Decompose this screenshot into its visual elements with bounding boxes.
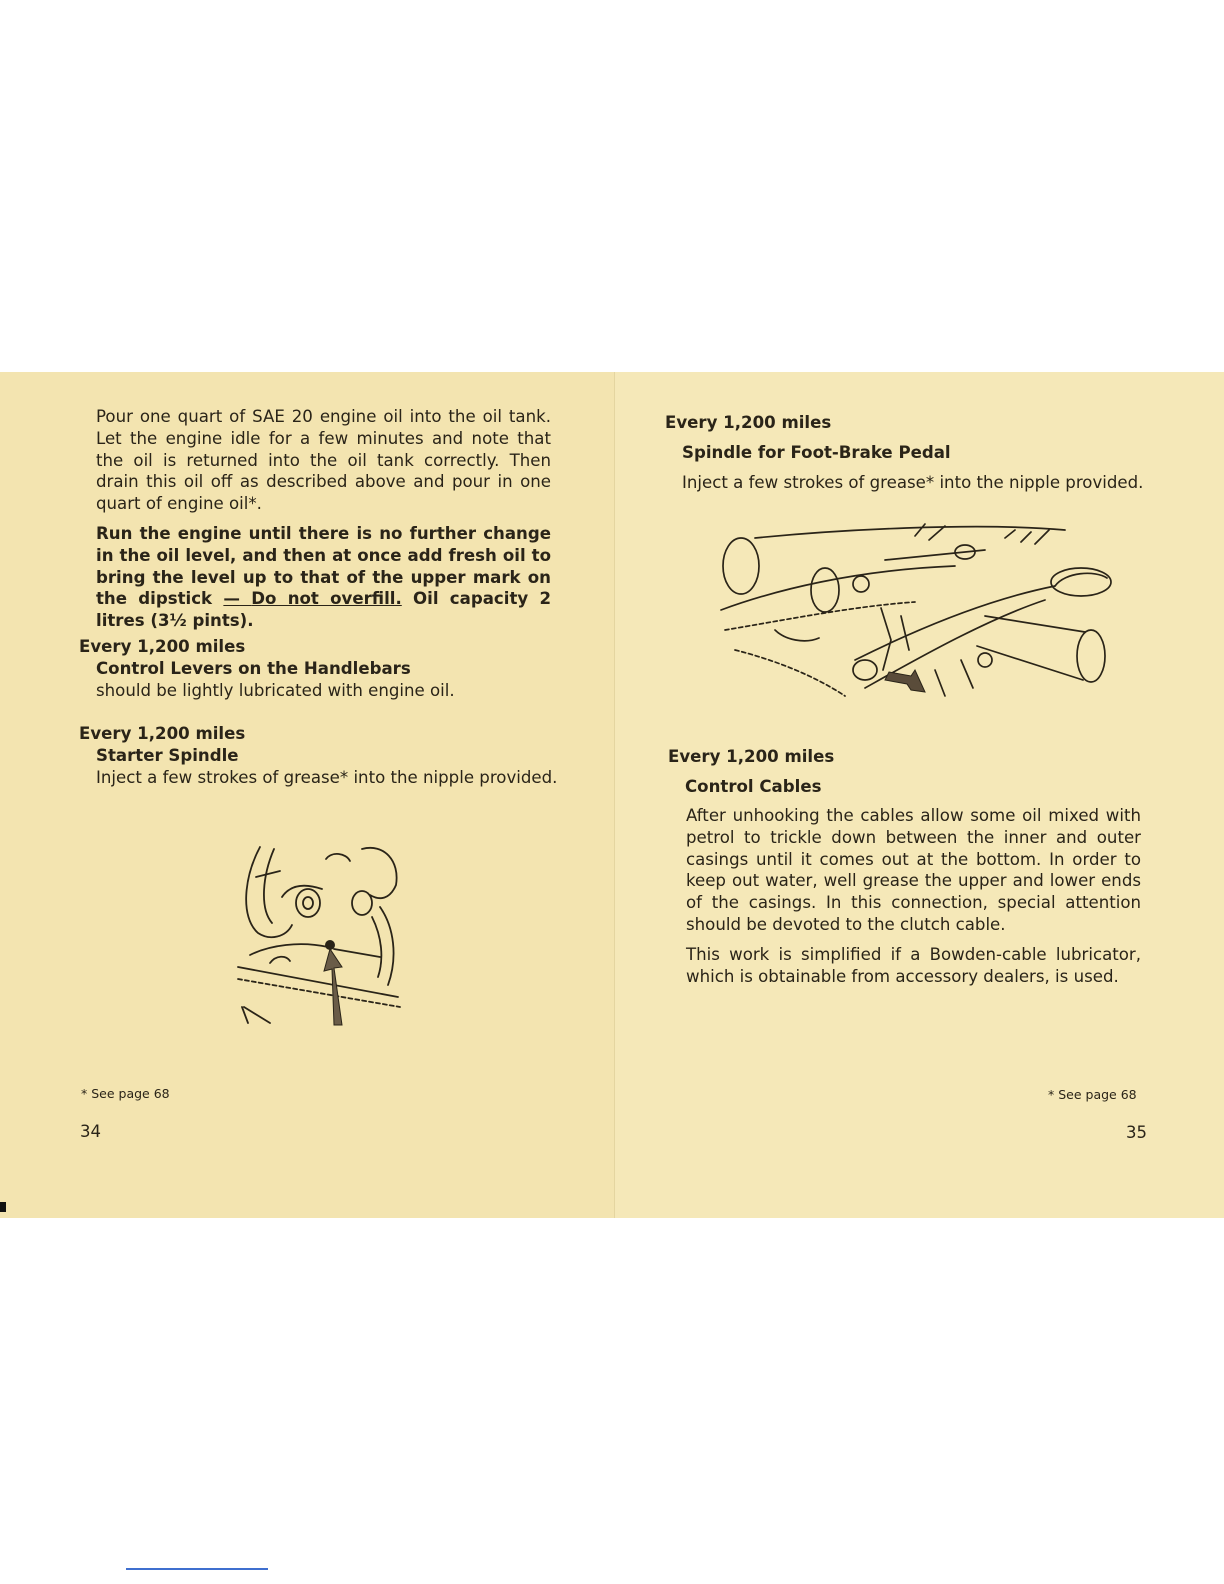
page-number: 34 [80, 1122, 101, 1141]
page-number: 35 [1126, 1123, 1147, 1142]
control-cables-paragraph: After unhooking the cables allow some oil mixed with petrol to trickle down between the inner and outer casings until it comes out at the bottom. In order to keep out water, well grease the upper and lower ends of the casings. In this connection, special attention should be devoted to the clutch cable. [686, 806, 1141, 934]
foot-brake-section [665, 408, 1185, 498]
overfill-warning: Do not overfill. [251, 589, 402, 609]
control-levers-section [79, 636, 559, 702]
interval-heading: Every 1,200 miles [665, 413, 832, 432]
footnote: * See page 68 [1048, 1087, 1137, 1102]
interval-heading: Every 1,200 miles [79, 637, 246, 656]
engine-run-warning [96, 523, 551, 632]
section-text: Inject a few strokes of grease* into the nipple provided. [682, 473, 1144, 492]
bottom-rule [126, 1568, 268, 1570]
oil-change-paragraph: Pour one quart of SAE 20 engine oil into the oil tank. Let the engine idle for a few minutes and note that the oil is returned into the oil tank correctly. Then drain this oil off as described above and pour in one quart of engine oil*. [96, 407, 551, 514]
interval-heading: Every 1,200 miles [79, 724, 246, 743]
control-cables-section [668, 742, 1208, 802]
warning-dash: — [223, 589, 240, 609]
oil-capacity: Oil capacity 2 litres (3½ pints). [96, 589, 552, 631]
footnote: * See page 68 [81, 1086, 170, 1101]
section-title: Spindle for Foot-Brake Pedal [682, 443, 951, 462]
foot-brake-pedal-illustration [715, 520, 1115, 710]
warning-text: Run the engine until there is no further change in the oil level, and then at once add fresh oil to bring the level up to that of the upper mark on the dipstick [96, 524, 551, 609]
section-title: Control Levers on the Handlebars [96, 659, 411, 678]
interval-heading: Every 1,200 miles [668, 747, 835, 766]
starter-spindle-illustration [230, 837, 420, 1027]
section-title: Control Cables [685, 777, 822, 796]
lubricator-paragraph: This work is simplified if a Bowden-cable lubricator, which is obtainable from accessory dealers, is used. [686, 945, 1141, 986]
right-page [614, 372, 1224, 1218]
scan-corner-mark [0, 1202, 6, 1212]
section-text: Inject a few strokes of grease* into the nipple provided. [96, 768, 558, 787]
left-page [0, 372, 614, 1218]
section-title: Starter Spindle [96, 746, 239, 765]
manual-spread [0, 372, 1224, 1218]
section-text: should be lightly lubricated with engine oil. [96, 681, 455, 700]
starter-spindle-section [79, 723, 569, 789]
